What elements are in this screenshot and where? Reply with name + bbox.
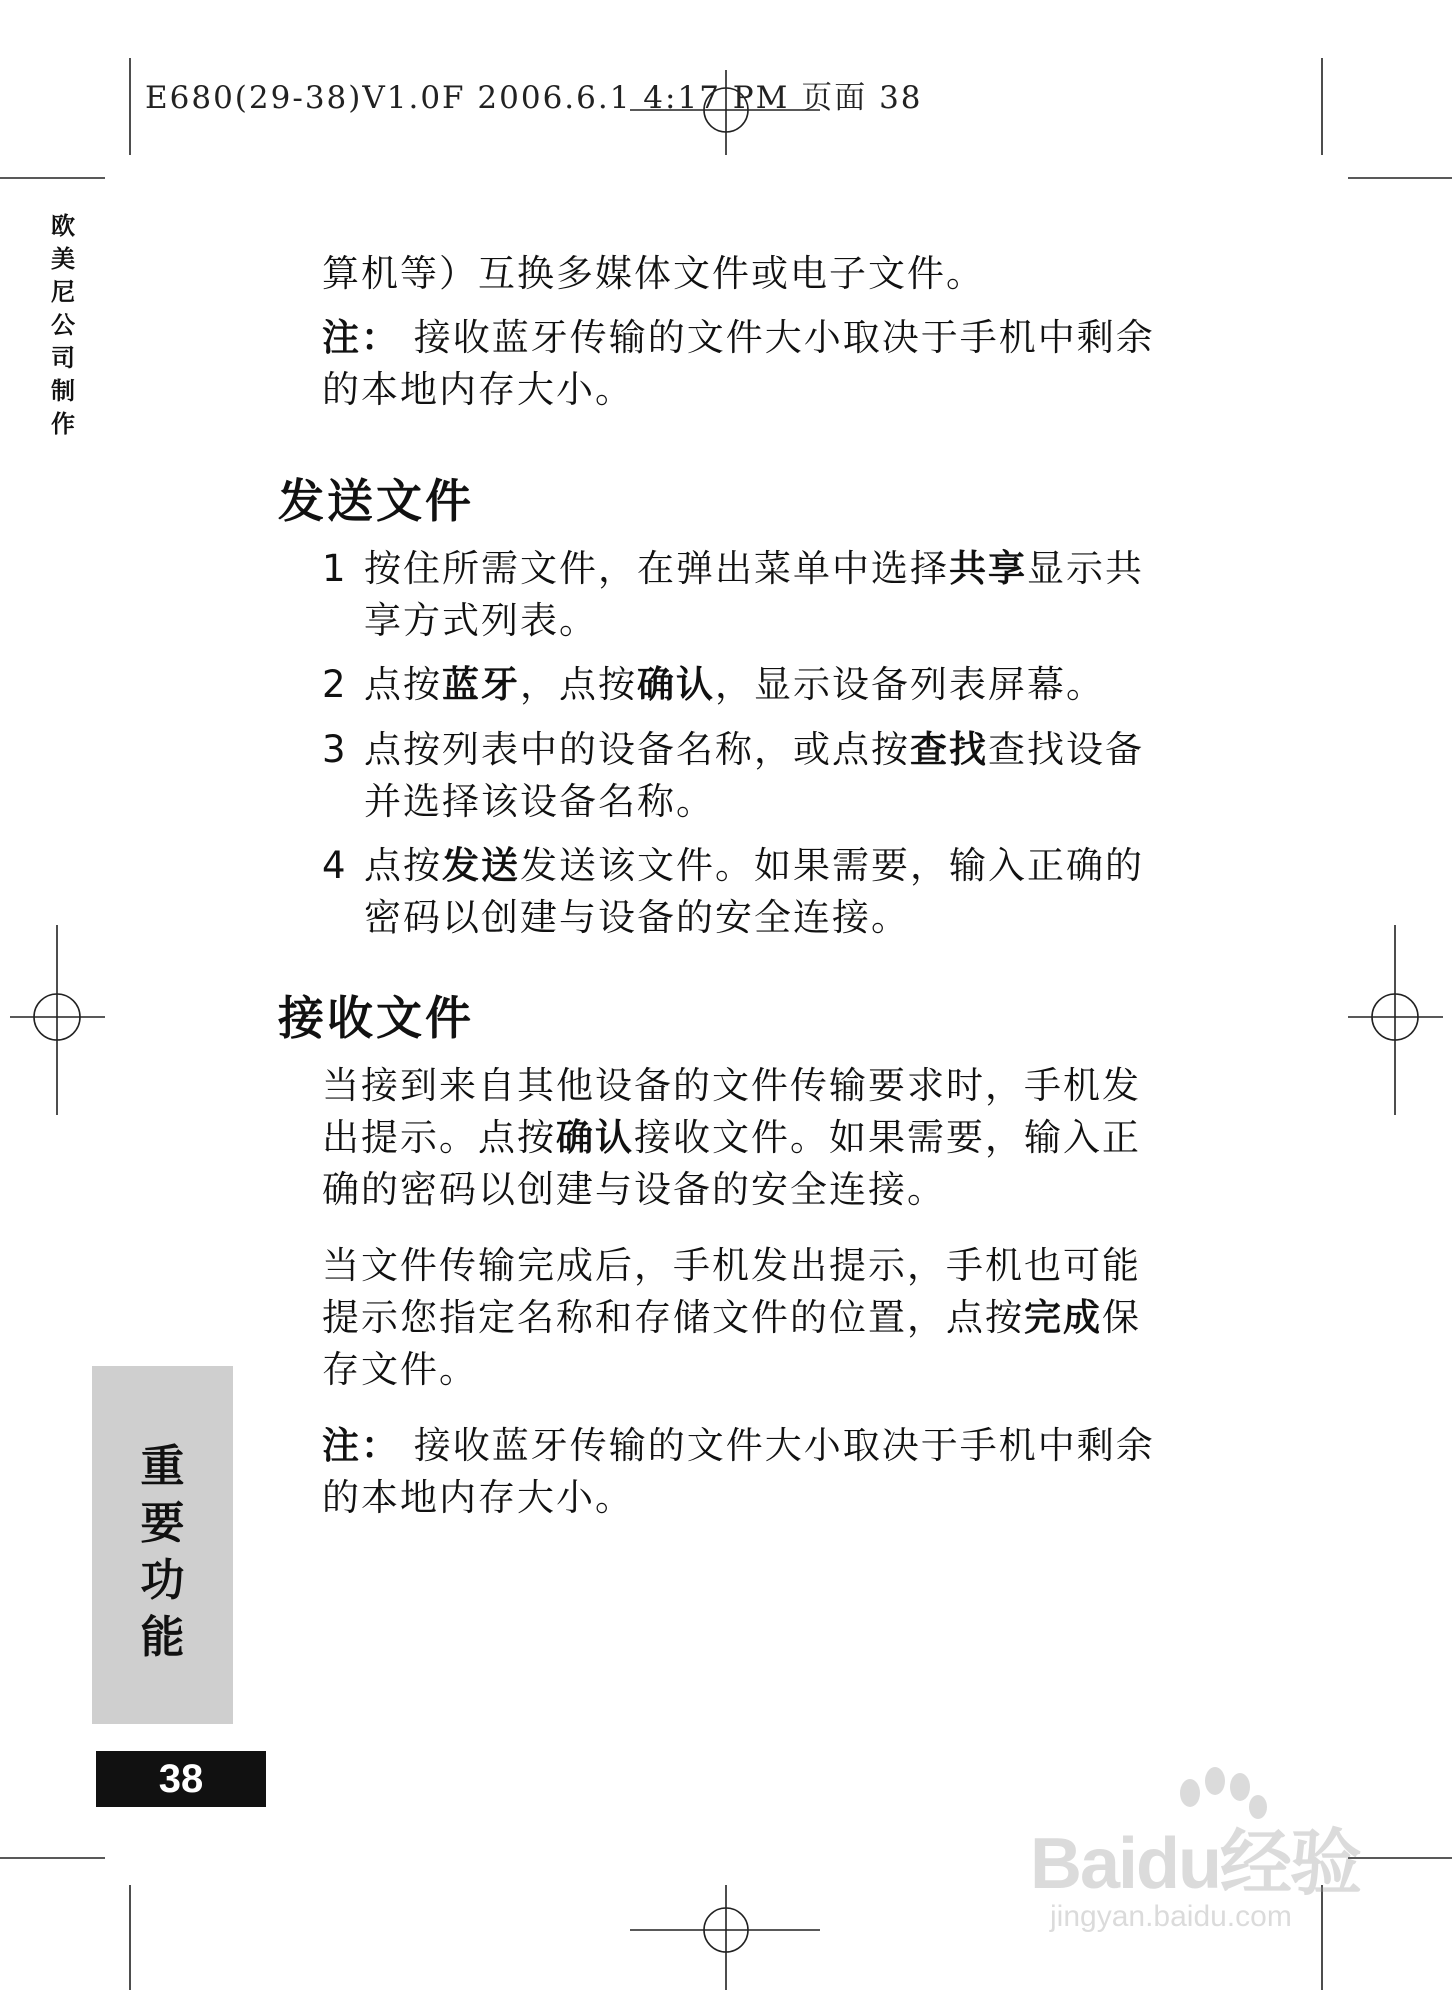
print-file-header: E680(29-38)V1.0F 2006.6.1 4:17 PM 页面 38 (145, 80, 923, 116)
intro-continuation: 算机等）互换多媒体文件或电子文件。 (322, 252, 985, 295)
send-step-4 (322, 840, 1162, 944)
send-step-1 (322, 543, 1162, 647)
baidu-watermark (1030, 1765, 1440, 1935)
step-number: 2 (322, 663, 348, 706)
step-text: 点按蓝牙，点按确认，显示设备列表屏幕。 (364, 663, 1105, 706)
watermark-brand: Baidu经验 (1030, 1824, 1361, 1904)
step-text: 点按发送发送该文件。如果需要，输入正确的密码以创建与设备的安全连接。 (364, 844, 1144, 939)
note-label: 注： (322, 316, 400, 359)
step-number: 1 (322, 547, 348, 590)
intro-block (322, 248, 1172, 416)
step-number: 4 (322, 844, 348, 887)
receive-note (322, 1420, 1172, 1524)
page-number: 38 (96, 1751, 266, 1807)
watermark-url: jingyan.baidu.com (1050, 1900, 1292, 1933)
send-step-2 (322, 659, 1162, 711)
receive-paragraph-2: 当文件传输完成后，手机发出提示，手机也可能提示您指定名称和存储文件的位置，点按完成保存文件。 (322, 1244, 1141, 1391)
intro-note (322, 312, 1172, 416)
section-title-send: 发送文件 (278, 474, 474, 528)
chapter-tab-label: 重 要 功 能 (140, 1441, 185, 1663)
note-text: 接收蓝牙传输的文件大小取决于手机中剩余的本地内存大小。 (322, 1424, 1155, 1519)
receive-block (322, 1060, 1172, 1524)
company-vertical-label: 欧 美 尼 公 司 制 作 (51, 212, 75, 438)
note-label: 注： (322, 1424, 400, 1467)
send-step-3 (322, 724, 1162, 828)
note-text: 接收蓝牙传输的文件大小取决于手机中剩余的本地内存大小。 (322, 316, 1155, 411)
chapter-tab (92, 1366, 233, 1724)
receive-paragraph-1: 当接到来自其他设备的文件传输要求时，手机发出提示。点按确认接收文件。如果需要，输入正确的密码以创建与设备的安全连接。 (322, 1064, 1141, 1211)
step-number: 3 (322, 728, 348, 771)
section-title-receive: 接收文件 (278, 991, 474, 1045)
step-text: 按住所需文件，在弹出菜单中选择共享显示共享方式列表。 (364, 547, 1144, 642)
step-text: 点按列表中的设备名称，或点按查找查找设备并选择该设备名称。 (364, 728, 1144, 823)
